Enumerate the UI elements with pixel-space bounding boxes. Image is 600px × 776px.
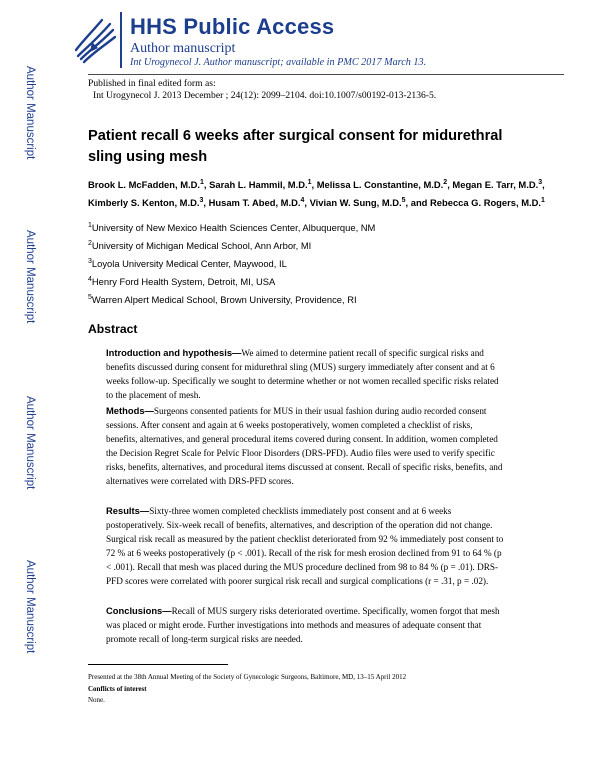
sidebar-author-manuscript-label: Author Manuscript <box>24 230 36 324</box>
affiliation <box>88 222 375 233</box>
section-text: We aimed to determine patient recall of specific surgical risks and benefits discussed during consent for midurethral sling (MUS) surgery immediately after consent and at 6 weeks follow-up. Specifically we sought to determine whether or not women recalled specific risks related to the placement of mesh. <box>106 348 499 400</box>
journal-availability-citation <box>130 57 426 68</box>
affiliation-text: Warren Alpert Medical School, Brown University, Providence, RI <box>91 294 357 305</box>
affiliation-text: University of Michigan Medical School, Ann Arbor, MI <box>91 240 312 251</box>
section-label: Conclusions— <box>106 605 172 616</box>
affiliation <box>88 276 275 287</box>
author-name: Kimberly S. Kenton, M.D. <box>88 196 200 208</box>
published-citation: Int Urogynecol J. 2013 December ; 24(12): 2099–2104. doi:10.1007/s00192-013-2136-5. <box>93 90 437 101</box>
affiliation-text: Henry Ford Health System, Detroit, MI, USA <box>91 276 276 287</box>
author-affiliation-marker: 1 <box>307 179 312 186</box>
affiliation-number: 4 <box>88 276 92 283</box>
author-affiliation-marker: 3 <box>199 196 204 204</box>
sidebar-author-manuscript-label: Author Manuscript <box>24 66 36 160</box>
hhs-eagle-logo-icon <box>72 12 118 66</box>
author-affiliation-marker: 1 <box>199 179 204 186</box>
author-name: Vivian W. Sung, M.D. <box>309 196 402 208</box>
abstract-results <box>106 504 506 588</box>
author-name: Sarah L. Hammil, M.D. <box>209 179 308 190</box>
abstract-introduction <box>106 346 506 403</box>
section-text: Sixty-three women completed checklists immediately post consent and at 6 weeks postoperatively. Six-week recall of benefits, alternatives, and description of the operation did not change. Surgical risk recall as measured by the patient checklist deteriorated from 92 % immediately post consent to 72 % at 6 weeks postoperatively (p < .001). Recall of the risk for mesh erosion declined from 91 to 64 % (p < .001). Recall that mesh was placed during the MUS procedure declined from 98 to 84 % (p = .01). DRS-PFD scores were correlated with poorer surgical risk recall and surgical complications (r = .31, p = .02). <box>106 506 504 586</box>
author-list: Brook L. McFadden, M.D.$^1$, Sarah L. Hammil, M.D.$^1$, Melissa L. Constantine, M.D.$^2$, Megan E. Tarr, M.D.$^3$, Kimberly S. Kenton, M.D.$^3$, Husam T. Abed, M.D.$^4$, Vivian W. Sung, M.D.$^5$, and Rebecca G. Rogers, M.D.$^1$ <box>88 179 545 208</box>
author-name: Melissa L. Constantine, M.D. <box>316 179 444 190</box>
journal-name: Int Urogynecol J. Author manuscript; available in PMC 2017 March 13. <box>130 57 427 68</box>
header-divider <box>120 12 122 68</box>
author-affiliation-marker: 1 <box>541 196 545 204</box>
author-affiliation-marker: 4 <box>300 196 305 204</box>
footnote-conflicts-text: None. <box>88 696 105 704</box>
affiliation <box>88 240 311 251</box>
section-label: Introduction and hypothesis— <box>106 347 242 358</box>
author-manuscript-subtitle: Author manuscript <box>130 41 236 56</box>
published-in-label: Published in final edited form as: <box>88 78 216 89</box>
author-name: Brook L. McFadden, M.D. <box>88 179 200 190</box>
footnote-rule <box>88 664 228 665</box>
header-rule <box>88 74 564 75</box>
abstract-heading: Abstract <box>88 322 138 336</box>
abstract-methods <box>106 404 506 488</box>
affiliation-number: 1 <box>88 222 92 229</box>
author-affiliation-marker: 3 <box>538 179 543 186</box>
section-label: Results— <box>106 505 150 516</box>
author-affiliation-marker: 5 <box>401 196 406 204</box>
footnote-presented: Presented at the 38th Annual Meeting of the Society of Gynecologic Surgeons, Baltimore, MD, 13–15 April 2012 <box>88 673 407 681</box>
affiliation <box>88 258 287 269</box>
section-label: Methods— <box>106 405 154 416</box>
abstract-conclusions <box>106 604 506 647</box>
affiliation-number: 3 <box>88 258 92 265</box>
affiliation-text: Loyola University Medical Center, Maywood, IL <box>91 258 287 269</box>
author-name: Megan E. Tarr, M.D. <box>452 179 539 190</box>
author-affiliation-marker: 2 <box>443 179 448 186</box>
hhs-public-access-title: HHS Public Access <box>130 14 335 39</box>
section-text: Surgeons consented patients for MUS in their usual fashion during audio recorded consent sessions. After consent and again at 6 weeks postoperatively, women completed a checklist of risks, benefits, alternatives, and general procedural items covered during consent. In addition, women completed the Decision Regret Scale for Pelvic Floor Disorders (DRS-PFD). Audio files were used to verify specific risks, benefits, alternatives, and procedural items discussed at consent. Recall of specific risks, benefits, and alternatives were correlated with DRS-PFD scores. <box>106 406 503 486</box>
sidebar-author-manuscript-label: Author Manuscript <box>24 560 36 654</box>
affiliation-number: 5 <box>88 294 92 301</box>
section-text: Recall of MUS surgery risks deteriorated overtime. Specifically, women forgot that mesh was placed or might erode. Further investigations into methods and measures of adequate consent that promote recall of long-term surgical risks are needed. <box>106 606 500 644</box>
sidebar-author-manuscript-label: Author Manuscript <box>24 396 36 490</box>
article-title: Patient recall 6 weeks after surgical consent for midurethral sling using mesh <box>88 128 503 165</box>
affiliation <box>88 294 357 305</box>
footnote-conflicts-label: Conflicts of interest <box>88 685 147 693</box>
affiliation-number: 2 <box>88 240 92 247</box>
author-name: Rebecca G. Rogers, M.D. <box>430 196 541 208</box>
author-name: Husam T. Abed, M.D. <box>208 196 301 208</box>
affiliation-text: University of New Mexico Health Sciences Center, Albuquerque, NM <box>91 222 376 233</box>
